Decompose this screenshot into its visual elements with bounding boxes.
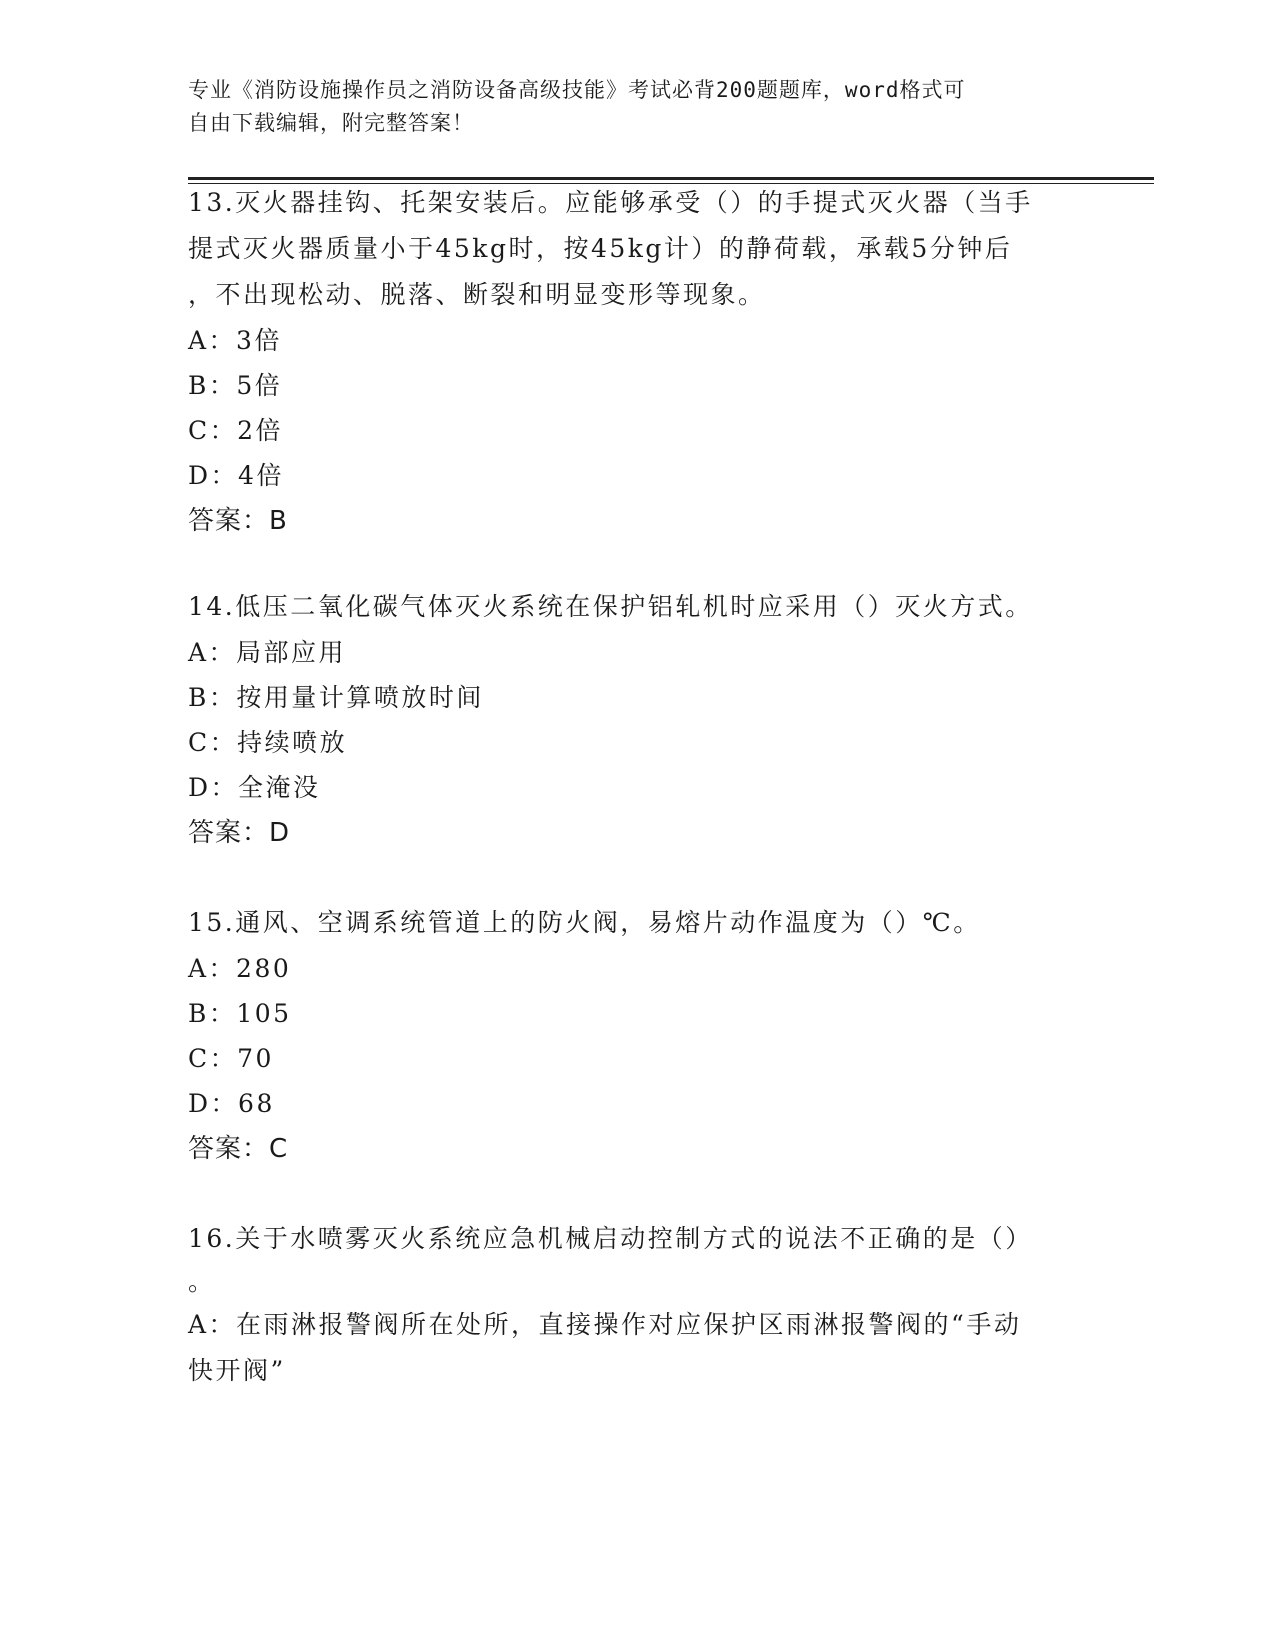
option-a: A：280 xyxy=(188,954,292,983)
option-b: B：5倍 xyxy=(188,371,283,400)
header-line-1: 专业《消防设施操作员之消防设备高级技能》考试必背200题题库，word格式可 xyxy=(188,78,966,102)
question-15 xyxy=(188,900,1088,1172)
question-stem-line: 14.低压二氧化碳气体灭火系统在保护铝轧机时应采用（）灭火方式。 xyxy=(188,592,1033,621)
document-header xyxy=(188,74,1068,140)
option-a-continuation: 快开阀” xyxy=(188,1356,286,1385)
option-a: A：局部应用 xyxy=(188,638,347,667)
header-line-2: 自由下载编辑，附完整答案！ xyxy=(188,111,474,135)
answer-label: 答案：B xyxy=(188,506,288,536)
option-d: D：4倍 xyxy=(188,461,284,490)
question-16 xyxy=(188,1216,1088,1394)
option-c: C：持续喷放 xyxy=(188,728,348,757)
option-c: C：2倍 xyxy=(188,416,284,445)
option-d: D：全淹没 xyxy=(188,773,321,802)
answer-label: 答案：C xyxy=(188,1134,289,1164)
question-stem-line: ，不出现松动、脱落、断裂和明显变形等现象。 xyxy=(188,280,766,309)
question-stem-line: 15.通风、空调系统管道上的防火阀，易熔片动作温度为（）℃。 xyxy=(188,908,981,937)
question-stem-line: 16.关于水喷雾灭火系统应急机械启动控制方式的说法不正确的是（） xyxy=(188,1224,1033,1253)
option-b: B：按用量计算喷放时间 xyxy=(188,683,484,712)
option-a: A：在雨淋报警阀所在处所，直接操作对应保护区雨淋报警阀的“手动 xyxy=(188,1310,1022,1339)
option-d: D：68 xyxy=(188,1089,275,1118)
option-b: B：105 xyxy=(188,999,292,1028)
question-stem-line: 。 xyxy=(188,1267,216,1296)
option-a: A：3倍 xyxy=(188,326,282,355)
answer-label: 答案：D xyxy=(188,818,291,848)
question-13 xyxy=(188,180,1088,544)
question-14 xyxy=(188,584,1088,856)
question-stem-line: 13.灭火器挂钩、托架安装后。应能够承受（）的手提式灭火器（当手 xyxy=(188,188,1033,217)
question-stem-line: 提式灭火器质量小于45kg时，按45kg计）的静荷载，承载5分钟后 xyxy=(188,234,1013,263)
option-c: C：70 xyxy=(188,1044,274,1073)
